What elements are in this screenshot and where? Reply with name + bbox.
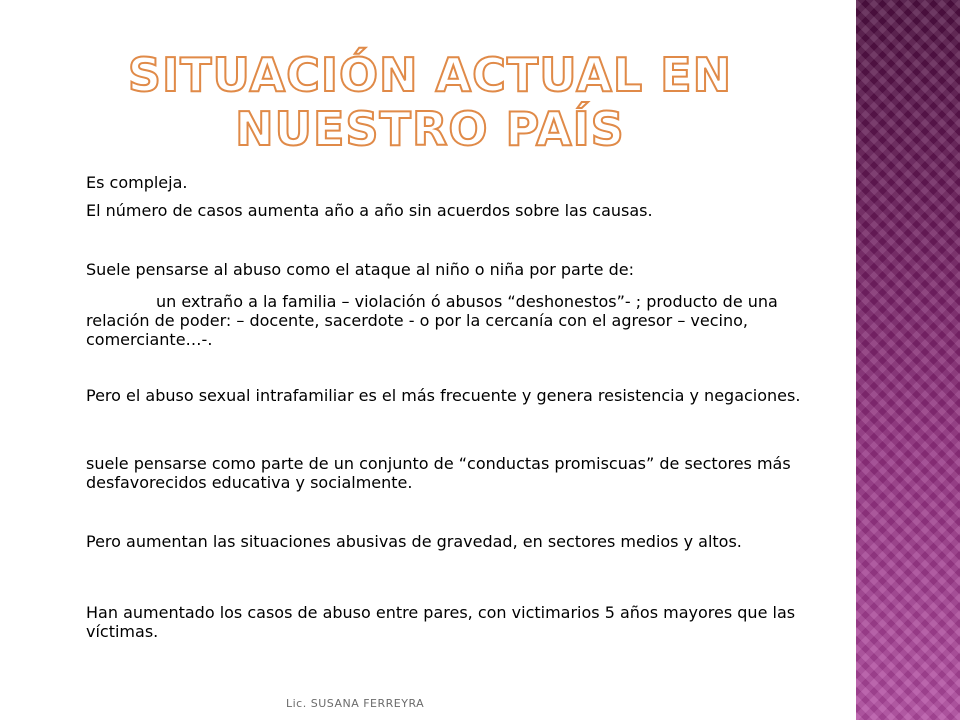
paragraph-6: suele pensarse como parte de un conjunto de “conductas promiscuas” de sectores más desfavorecidos educativa y socialmente. xyxy=(86,454,791,492)
paragraph-7: Pero aumentan las situaciones abusivas de gravedad, en sectores medios y altos. xyxy=(86,532,742,551)
footer-credit: Lic. SUSANA FERREYRA xyxy=(286,697,425,710)
paragraph-5: Pero el abuso sexual intrafamiliar es el más frecuente y genera resistencia y negaciones. xyxy=(86,386,801,405)
decorative-side-band xyxy=(856,0,960,720)
paragraph-4: un extraño a la familia – violación ó abusos “deshonestos”- ; producto de una relación de poder: – docente, sacerdote - o por la cercanía con el agresor – vecino, comerciante…-. xyxy=(86,292,778,349)
paragraph-3: Suele pensarse al abuso como el ataque al niño o niña por parte de: xyxy=(86,260,634,279)
paragraph-1: Es compleja. xyxy=(86,173,188,192)
paragraph-8: Han aumentado los casos de abuso entre pares, con victimarios 5 años mayores que las víctimas. xyxy=(86,603,796,641)
paragraph-2: El número de casos aumenta año a año sin acuerdos sobre las causas. xyxy=(86,201,653,220)
slide-title: SITUACIÓN ACTUAL EN NUESTRO PAÍS xyxy=(127,48,733,156)
